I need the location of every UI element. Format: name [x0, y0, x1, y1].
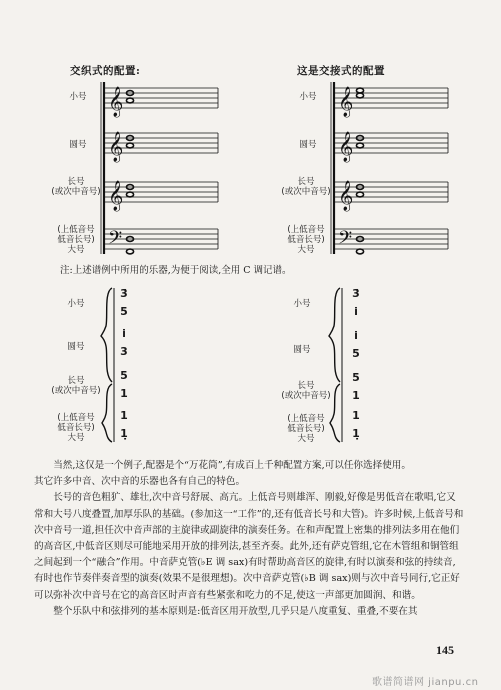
left-score-system — [100, 76, 220, 256]
num-trombone-left: 5 1 — [120, 369, 128, 400]
score-note: 注:上述谱例中所用的乐器,为便于阅读,全用 C 调记谱。 — [60, 265, 292, 276]
num-label-trombone-right: 长号 (或次中音号) — [281, 381, 331, 401]
num-label-horn-right: 圆号 — [293, 345, 311, 355]
paragraph-4: 整个乐队中和弦排列的基本原则是:低音区用开放型,几乎只是八度重复、重叠,不要在其 — [53, 605, 418, 617]
paragraph-1: 当然,这仅是一个例子,配器是个“万花筒”,有成百上千种配置方案,可以任你选择使用。 — [53, 460, 411, 471]
num-label-trumpet-right: 小号 — [293, 299, 311, 309]
paragraph-3: 长号的音色粗犷、雄壮,次中音号舒展、高亢。上低音号则雄浑、刚毅,好像是男低音在歌唱,它又常和大号八度叠置,加厚乐队的基础。(参加这一“工作”的,还有低音长号和大管)。许多时候,上低音号和次中音号一道,担任次中音声部的主旋律或副旋律的演奏任务。在和声配置上密集的排列法多用在他们的高音区,中低音区则尽可能地采用开放的排列法,甚至齐奏。此外,还有萨克管组,它在木管组和铜管组之间起到一个“融合”作用。中音萨克管(♭E 调 sax)有时帮助高音区的旋律,有时以演奏和弦的持续音,有时也作节奏伴奏音型的演奏(效果不是很理想)。次中音萨克管(♭B 调 sax)则与次中音号同行,它正好可以弥补次中音号在它的高音区时声音有些紧张和吃力的不足,使这一声部更加圆润、和谐。 — [34, 492, 464, 601]
num-horn-left: i̇ 3 — [120, 327, 128, 358]
label-trombone-left: 长号 (或次中音号) — [51, 177, 101, 197]
paragraph-2: 其它许多中音、次中音的乐器也各有自己的特色。 — [34, 476, 246, 488]
body-text — [34, 458, 464, 620]
num-trumpet-left: 3̇ 5 — [120, 287, 128, 318]
left-section-title: 交织式的配置: — [70, 65, 141, 77]
label-horn-right: 圆号 — [299, 140, 317, 150]
page-number: 145 — [436, 643, 454, 657]
treble-clef-icon: 𝄞 — [338, 87, 354, 117]
right-brace-icon — [328, 286, 344, 444]
label-bass-right: (上低音号 低音长号) 大号 — [287, 225, 325, 255]
right-score-system — [330, 76, 450, 256]
treble-clef-icon: 𝄞 — [338, 181, 354, 211]
num-label-trombone-left: 长号 (或次中音号) — [51, 376, 101, 396]
num-trombone-right: 5 1 — [352, 371, 360, 402]
num-label-bass-right: (上低音号 低音长号) 大号 — [287, 414, 325, 444]
watermark: 歌谱简谱网 jianpu.cn — [372, 677, 479, 688]
num-label-trumpet-left: 小号 — [67, 299, 85, 309]
treble-clef-icon: 𝄞 — [108, 87, 124, 117]
label-trombone-right: 长号 (或次中音号) — [281, 177, 331, 197]
bass-clef-icon: 𝄢 — [108, 228, 123, 253]
treble-clef-icon: 𝄞 — [108, 132, 124, 162]
label-horn-left: 圆号 — [69, 140, 87, 150]
right-section-title: 这是交接式的配置 — [297, 65, 385, 77]
treble-clef-icon: 𝄞 — [338, 132, 354, 162]
num-label-bass-left: (上低音号 低音长号) 大号 — [57, 413, 95, 443]
left-brace-icon — [100, 286, 116, 444]
num-bass-right: 1 1̣ — [352, 409, 360, 440]
label-trumpet-left: 小号 — [69, 92, 87, 102]
num-trumpet-right: 3̇ i̇ — [352, 287, 360, 318]
label-bass-left: (上低音号 低音长号) 大号 — [57, 225, 95, 255]
num-label-horn-left: 圆号 — [67, 342, 85, 352]
num-bass-left: 1 1̣ — [120, 409, 128, 440]
notes-left — [126, 91, 133, 254]
label-trumpet-right: 小号 — [299, 92, 317, 102]
num-horn-right: i̇ 5 — [352, 329, 360, 360]
bass-clef-icon: 𝄢 — [338, 228, 353, 253]
treble-clef-icon: 𝄞 — [108, 181, 124, 211]
